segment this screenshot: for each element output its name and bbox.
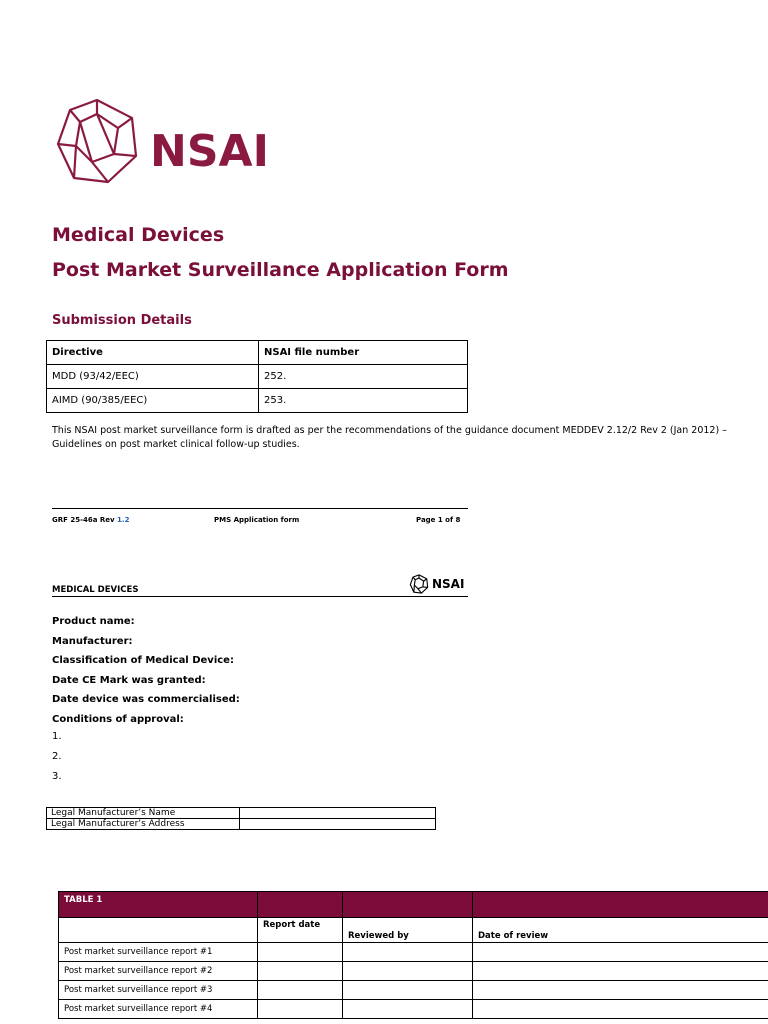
date-of-review-cell[interactable] — [473, 1000, 768, 1019]
document-title: Medical Devices — [52, 224, 225, 246]
submission-heading: Submission Details — [52, 313, 192, 328]
file-number-cell: 252. — [259, 365, 468, 389]
directive-cell: AIMD (90/385/EEC) — [47, 389, 259, 413]
header-reviewed-by: Reviewed by — [343, 918, 473, 943]
intro-paragraph: This NSAI post market surveillance form is drafted as per the recommendations of the guidance document MEDDEV 2.12/2 Rev 2 (Jan 2012) – Guidelines on post market clinical follow-up studies. — [52, 425, 727, 450]
list-item: 1. — [52, 731, 62, 742]
table-header-row — [47, 341, 468, 365]
header-blank — [59, 918, 258, 943]
header-date-of-review: Date of review — [473, 918, 768, 943]
conditions-list — [52, 727, 62, 787]
field-ce-mark-date: Date CE Mark was granted: — [52, 674, 206, 686]
table-row — [59, 943, 768, 962]
table-title: TABLE 1 — [59, 892, 258, 918]
report-label: Post market surveillance report #1 — [59, 943, 258, 962]
footer-form-name: PMS Application form — [214, 516, 300, 524]
reviewed-by-cell[interactable] — [343, 943, 473, 962]
legal-manufacturer-table — [46, 807, 436, 830]
header-directive: Directive — [47, 341, 259, 365]
list-item: 2. — [52, 751, 62, 762]
table-row — [47, 808, 436, 819]
table-row — [47, 365, 468, 389]
report-label: Post market surveillance report #2 — [59, 962, 258, 981]
header-divider — [52, 596, 468, 597]
reviewed-by-cell[interactable] — [343, 981, 473, 1000]
report-date-cell[interactable] — [258, 943, 343, 962]
footer-page-number: Page 1 of 8 — [416, 516, 461, 524]
table-row — [47, 389, 468, 413]
report-label: Post market surveillance report #3 — [59, 981, 258, 1000]
submission-table — [46, 340, 468, 413]
date-of-review-cell[interactable] — [473, 962, 768, 981]
table-row — [59, 981, 768, 1000]
footer-doc-ref — [52, 516, 129, 524]
small-logo-text: NSAI — [432, 577, 465, 591]
report-date-cell[interactable] — [258, 981, 343, 1000]
legal-name-label: Legal Manufacturer’s Name — [47, 808, 240, 819]
nsai-small-logo-icon — [408, 574, 430, 594]
legal-address-value[interactable] — [240, 819, 436, 830]
list-item: 3. — [52, 771, 62, 782]
table-title-blank — [258, 892, 343, 918]
field-conditions: Conditions of approval: — [52, 713, 184, 725]
table-row — [59, 962, 768, 981]
page-header: MEDICAL DEVICES — [52, 585, 139, 595]
legal-name-value[interactable] — [240, 808, 436, 819]
footer-divider — [52, 508, 468, 509]
field-product-name: Product name: — [52, 616, 135, 627]
date-of-review-cell[interactable] — [473, 981, 768, 1000]
nsai-logo-mark-icon — [52, 96, 142, 190]
header-report-date: Report date — [258, 918, 343, 943]
report-label: Post market surveillance report #4 — [59, 1000, 258, 1019]
small-logo — [408, 574, 464, 594]
directive-cell: MDD (93/42/EEC) — [47, 365, 259, 389]
date-of-review-cell[interactable] — [473, 943, 768, 962]
legal-address-label: Legal Manufacturer’s Address — [47, 819, 240, 830]
report-date-cell[interactable] — [258, 1000, 343, 1019]
table-header-row — [59, 918, 768, 943]
device-fields — [52, 612, 240, 729]
field-commercialised-date: Date device was commercialised: — [52, 694, 240, 705]
field-manufacturer: Manufacturer: — [52, 635, 133, 647]
reviewed-by-cell[interactable] — [343, 1000, 473, 1019]
document-subtitle: Post Market Surveillance Application Form — [52, 259, 509, 281]
file-number-cell: 253. — [259, 389, 468, 413]
header-file-number: NSAI file number — [259, 341, 468, 365]
table-title-blank — [473, 892, 768, 918]
table-title-blank — [343, 892, 473, 918]
pms-report-table — [58, 891, 768, 1019]
table-title-row — [59, 892, 768, 918]
footer-doc-prefix: GRF 25-46a Rev — [52, 516, 118, 524]
table-row — [59, 1000, 768, 1019]
table-row — [47, 819, 436, 830]
report-date-cell[interactable] — [258, 962, 343, 981]
reviewed-by-cell[interactable] — [343, 962, 473, 981]
nsai-logo-text: NSAI — [150, 126, 269, 177]
field-classification: Classification of Medical Device: — [52, 655, 234, 666]
footer-rev-number: 1.2 — [117, 516, 130, 524]
